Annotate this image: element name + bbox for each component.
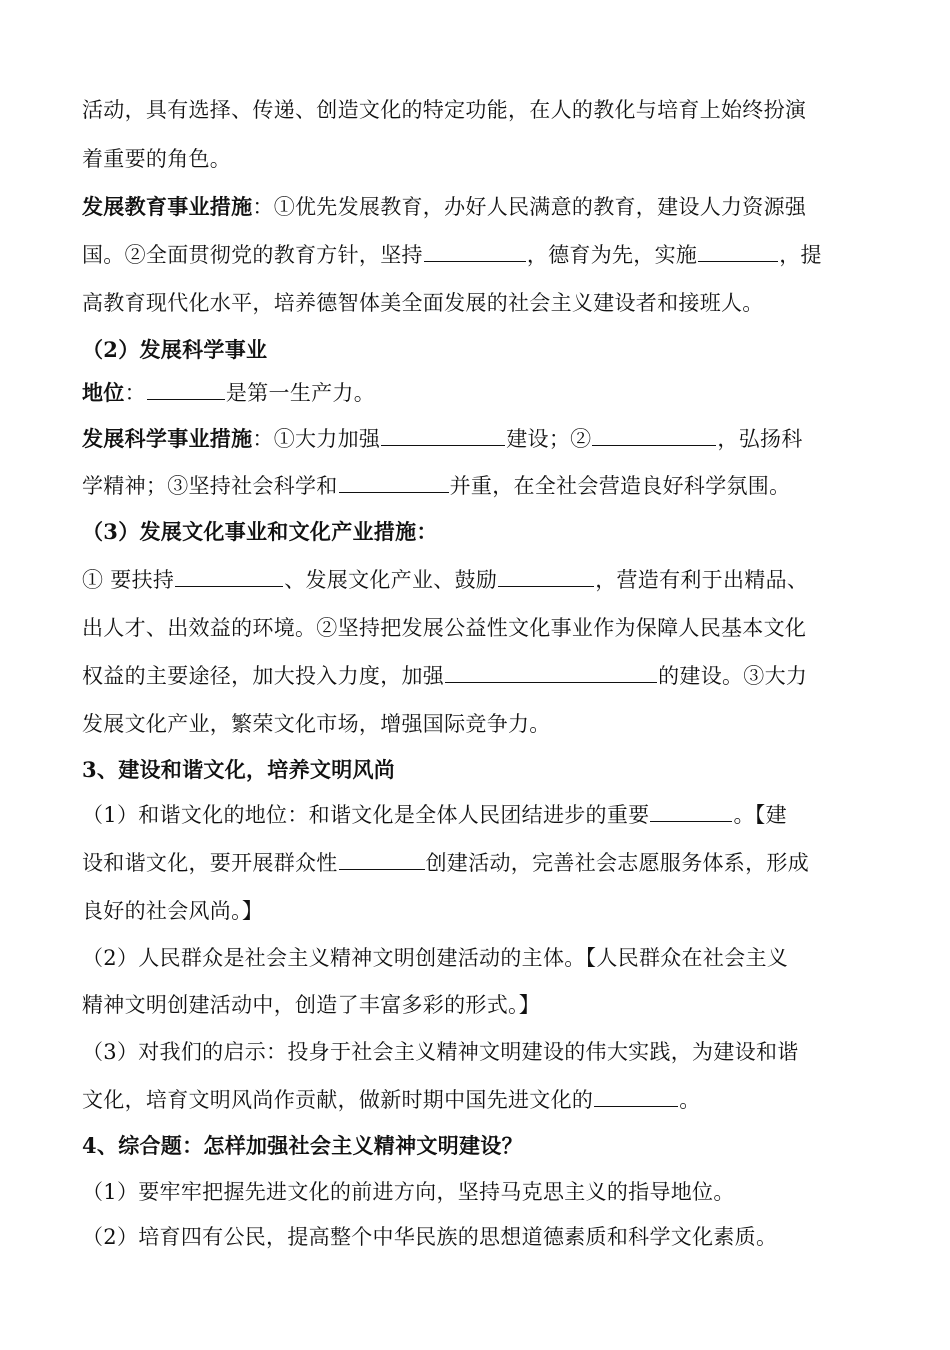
text: 权益的主要途径，加大投入力度，加强 [82, 664, 445, 688]
text: 精神文明创建活动中，创造了丰富多彩的形式。】 [82, 993, 541, 1017]
text: ： [124, 381, 146, 405]
harmony-line [82, 803, 787, 827]
text: ，营造有利于出精品、 [595, 568, 809, 592]
text: 学精神；③坚持社会科学和 [82, 474, 338, 498]
bold-label: 发展科学事业措施 [82, 426, 253, 451]
culture-measures-line [82, 712, 551, 736]
para-line [82, 98, 806, 122]
fill-blank[interactable] [147, 381, 225, 400]
text: 并重，在全社会营造良好科学氛围。 [449, 474, 791, 498]
text: 的建设。③大力 [658, 664, 808, 688]
section-heading [82, 1134, 523, 1158]
culture-measures-line [82, 664, 807, 688]
text: 创建活动，完善社会志愿服务体系，形成 [425, 851, 810, 875]
section-heading [82, 520, 438, 544]
answer-line [82, 1180, 735, 1204]
text: 。【建 [733, 803, 787, 827]
text: （2）人民群众是社会主义精神文明创建活动的主体。【人民群众在社会主义 [82, 946, 789, 970]
fill-blank[interactable] [594, 1088, 678, 1107]
fill-blank[interactable] [698, 243, 778, 262]
science-position-line [82, 381, 375, 405]
text: 着重要的角色。 [82, 147, 232, 171]
fill-blank[interactable] [650, 803, 732, 822]
section-heading [82, 338, 267, 362]
text: 、发展文化产业、鼓励 [284, 568, 498, 592]
fill-blank[interactable] [498, 568, 594, 587]
text: ：①大力加强 [252, 427, 381, 451]
fill-blank[interactable] [424, 243, 526, 262]
text: 发展文化产业，繁荣文化市场，增强国际竞争力。 [82, 712, 551, 736]
heading-text: （3）发展文化事业和文化产业措施： [82, 519, 438, 544]
fill-blank[interactable] [445, 664, 657, 683]
text: ① 要扶持 [82, 568, 175, 592]
section-heading [82, 758, 395, 782]
bold-label: 地位 [82, 380, 125, 405]
text: 文化，培育文明风尚作贡献，做新时期中国先进文化的 [82, 1088, 594, 1112]
science-measures-line [82, 427, 803, 451]
harmony-line [82, 851, 809, 875]
bold-label: 发展教育事业措施 [82, 194, 253, 219]
text: 出人才、出效益的环境。②坚持把发展公益性文化事业作为保障人民基本文化 [82, 616, 807, 640]
culture-measures-line [82, 568, 808, 592]
edu-measures-line [82, 243, 822, 267]
text: （2）培育四有公民，提高整个中华民族的思想道德素质和科学文化素质。 [82, 1225, 778, 1249]
text: 设和谐文化，要开展群众性 [82, 851, 338, 875]
fill-blank[interactable] [339, 474, 449, 493]
text: 高教育现代化水平，培养德智体美全面发展的社会主义建设者和接班人。 [82, 291, 764, 315]
text: 活动，具有选择、传递、创造文化的特定功能，在人的教化与培育上始终扮演 [82, 98, 807, 122]
text: （1）和谐文化的地位：和谐文化是全体人民团结进步的重要 [82, 803, 650, 827]
answer-line [82, 1225, 777, 1249]
edu-measures-line [82, 291, 764, 315]
fill-blank[interactable] [381, 427, 505, 446]
text: ，德育为先，实施 [526, 243, 698, 267]
science-measures-line [82, 474, 790, 498]
harmony-line [82, 946, 788, 970]
text: （3）对我们的启示：投身于社会主义精神文明建设的伟大实践，为建设和谐 [82, 1040, 799, 1064]
text: 建设；② [506, 427, 592, 451]
text: 国。②全面贯彻党的教育方针，坚持 [82, 243, 423, 267]
harmony-line [82, 1088, 701, 1112]
harmony-line [82, 993, 540, 1017]
heading-text: （2）发展科学事业 [82, 337, 268, 362]
text: 良好的社会风尚。】 [82, 899, 264, 923]
para-line [82, 147, 231, 171]
fill-blank[interactable] [339, 851, 425, 870]
text: ：①优先发展教育，办好人民满意的教育，建设人力资源强 [252, 195, 807, 219]
text: （1）要牢牢把握先进文化的前进方向，坚持马克思主义的指导地位。 [82, 1180, 735, 1204]
harmony-line [82, 899, 263, 923]
text: 。 [679, 1088, 701, 1112]
fill-blank[interactable] [592, 427, 716, 446]
text: 是第一生产力。 [225, 381, 376, 405]
text: ，提 [779, 243, 822, 267]
edu-measures-line [82, 195, 806, 219]
heading-text: 4、综合题：怎样加强社会主义精神文明建设？ [82, 1133, 523, 1158]
heading-text: 3、建设和谐文化，培养文明风尚 [82, 757, 396, 782]
harmony-line [82, 1040, 799, 1064]
fill-blank[interactable] [175, 568, 283, 587]
text: ，弘扬科 [717, 427, 803, 451]
culture-measures-line [82, 616, 806, 640]
